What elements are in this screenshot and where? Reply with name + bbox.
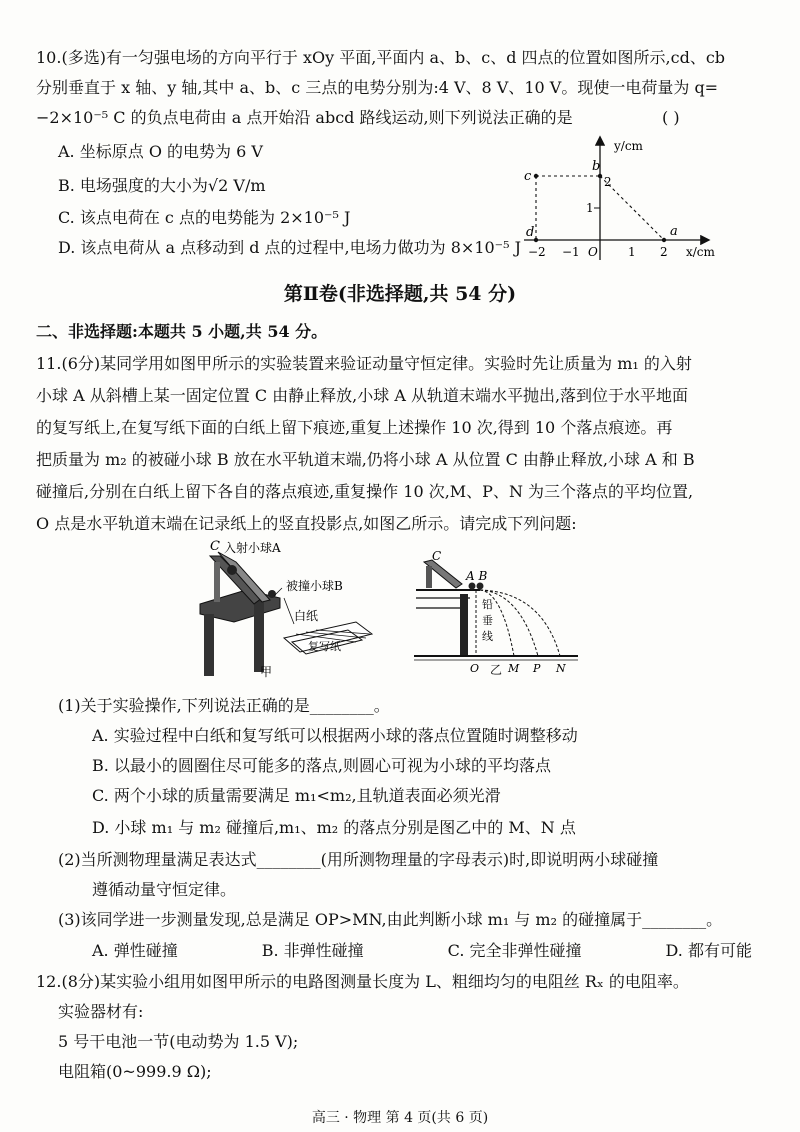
q10-coordinate-figure bbox=[520, 134, 720, 264]
jia-label-carbon: 复写纸 bbox=[308, 640, 341, 653]
q11-sub1-option-c: C. 两个小球的质量需要满足 m₁<m₂,且轨道表面必须光滑 bbox=[92, 786, 501, 805]
yi-label-n: N bbox=[556, 662, 566, 675]
label-d: d bbox=[526, 225, 535, 240]
x-tick-1: 1 bbox=[628, 245, 636, 259]
q11-sub2-line-1: (2)当所测物理量满足表达式________(用所测物理量的字母表示)时,即说明两小球碰撞 bbox=[58, 850, 659, 869]
jia-label-c: C bbox=[210, 539, 220, 554]
point-b bbox=[598, 174, 602, 178]
q11-sub1-option-a: A. 实验过程中白纸和复写纸可以根据两小球的落点位置随时调整移动 bbox=[92, 726, 578, 745]
yi-plumb-3: 线 bbox=[482, 630, 493, 643]
section-title: 第Ⅱ卷(非选择题,共 54 分) bbox=[283, 283, 517, 305]
yi-label-p: P bbox=[533, 662, 541, 675]
q10-line-3: −2×10⁻⁵ C 的负点电荷由 a 点开始沿 abcd 路线运动,则下列说法正确的是 bbox=[36, 108, 573, 127]
x-tick-neg1: −1 bbox=[562, 245, 580, 259]
q10-option-c: C. 该点电荷在 c 点的电势能为 2×10⁻⁵ J bbox=[58, 208, 351, 227]
point-d bbox=[534, 238, 538, 242]
q10-line-2: 分别垂直于 x 轴、y 轴,其中 a、b、c 三点的电势分别为:4 V、8 V、10 V。现使一电荷量为 q= bbox=[36, 78, 719, 97]
q10-option-b: B. 电场强度的大小为√2 V/m bbox=[58, 176, 266, 195]
q12-line-1: 12.(8分)某实验小组用如图甲所示的电路图测量长度为 L、粗细均匀的电阻丝 Rₓ 的电阻率。 bbox=[36, 972, 689, 991]
yi-label-c: C bbox=[432, 549, 442, 563]
yi-caption: 乙 bbox=[490, 663, 503, 677]
q11-line-6: O 点是水平轨道末端在记录纸上的竖直投影点,如图乙所示。请完成下列问题: bbox=[36, 514, 577, 533]
q11-line-4: 把质量为 m₂ 的被碰小球 B 放在水平轨道末端,仍将小球 A 从位置 C 由静止释放,小球 A 和 B bbox=[36, 450, 695, 469]
yi-plumb-1: 铅 bbox=[482, 598, 493, 611]
yi-label-o: O bbox=[470, 662, 480, 675]
q11-line-5: 碰撞后,分别在白纸上留下各自的落点痕迹,重复操作 10 次,M、P、N 为三个落点的平均位置, bbox=[36, 482, 694, 501]
x-axis-label: x/cm bbox=[686, 245, 715, 259]
yi-label-m: M bbox=[508, 662, 520, 675]
point-c bbox=[534, 174, 538, 178]
q11-sub2-line-2: 遵循动量守恒定律。 bbox=[92, 880, 237, 899]
q12-line-3: 5 号干电池一节(电动势为 1.5 V); bbox=[58, 1032, 299, 1051]
q11-sub3-option-d: D. 都有可能 bbox=[665, 941, 752, 960]
q10-line-1: 10.(多选)有一匀强电场的方向平行于 xOy 平面,平面内 a、b、c、d 四点的位置如图所示,cd、cb bbox=[36, 48, 726, 67]
q10-answer-paren: ( ) bbox=[662, 108, 680, 127]
q11-sub1-stem: (1)关于实验操作,下列说法正确的是________。 bbox=[58, 696, 390, 715]
q12-line-2: 实验器材有: bbox=[58, 1002, 144, 1021]
yi-label-ab: A B bbox=[466, 569, 488, 583]
q11-sub3-options bbox=[92, 938, 752, 961]
q11-sub1-option-d: D. 小球 m₁ 与 m₂ 碰撞后,m₁、m₂ 的落点分别是图乙中的 M、N 点 bbox=[92, 818, 576, 837]
y-tick-2: 2 bbox=[604, 175, 612, 189]
q11-sub3-option-b: B. 非弹性碰撞 bbox=[261, 941, 364, 960]
label-a: a bbox=[670, 224, 678, 239]
yi-plumb-2: 垂 bbox=[482, 614, 493, 627]
y-axis-label: y/cm bbox=[614, 139, 643, 153]
q11-line-1: 11.(6分)某同学用如图甲所示的实验装置来验证动量守恒定律。实验时先让质量为 m₁ 的入射 bbox=[36, 354, 692, 373]
jia-label-b: 被撞小球B bbox=[286, 579, 343, 593]
q10-option-a: A. 坐标原点 O 的电势为 6 V bbox=[58, 142, 263, 161]
q11-line-2: 小球 A 从斜槽上某一固定位置 C 由静止释放,小球 A 从轨道末端水平抛出,落到位于水平地面 bbox=[36, 386, 689, 405]
jia-label-white: 白纸 bbox=[294, 609, 319, 623]
figure-jia bbox=[196, 538, 376, 680]
x-tick-neg2: −2 bbox=[528, 245, 546, 259]
jia-label-a: 入射小球A bbox=[224, 541, 281, 555]
y-tick-1: 1 bbox=[586, 201, 594, 215]
q11-line-3: 的复写纸上,在复写纸下面的白纸上留下痕迹,重复上述操作 10 次,得到 10 个落点痕迹。再 bbox=[36, 418, 673, 437]
page-footer: 高三 · 物理 第 4 页(共 6 页) bbox=[311, 1110, 489, 1126]
q11-sub3-option-a: A. 弹性碰撞 bbox=[92, 941, 178, 960]
label-b: b bbox=[592, 159, 601, 174]
point-a bbox=[662, 238, 666, 242]
q11-sub1-option-b: B. 以最小的圆圈住尽可能多的落点,则圆心可视为小球的平均落点 bbox=[92, 756, 552, 775]
q10-option-d: D. 该点电荷从 a 点移动到 d 点的过程中,电场力做功为 8×10⁻⁵ J bbox=[58, 238, 522, 257]
q11-sub3-option-c: C. 完全非弹性碰撞 bbox=[447, 941, 582, 960]
label-c: c bbox=[524, 169, 532, 184]
section-intro: 二、非选择题:本题共 5 小题,共 54 分。 bbox=[36, 322, 328, 341]
x-tick-2: 2 bbox=[660, 245, 668, 259]
q11-sub3-stem: (3)该同学进一步测量发现,总是满足 OP>MN,由此判断小球 m₁ 与 m₂ 的碰撞属于________。 bbox=[58, 910, 723, 929]
jia-caption: 甲 bbox=[260, 665, 273, 679]
q12-line-4: 电阻箱(0~999.9 Ω); bbox=[58, 1062, 212, 1081]
origin-label: O bbox=[588, 245, 598, 259]
